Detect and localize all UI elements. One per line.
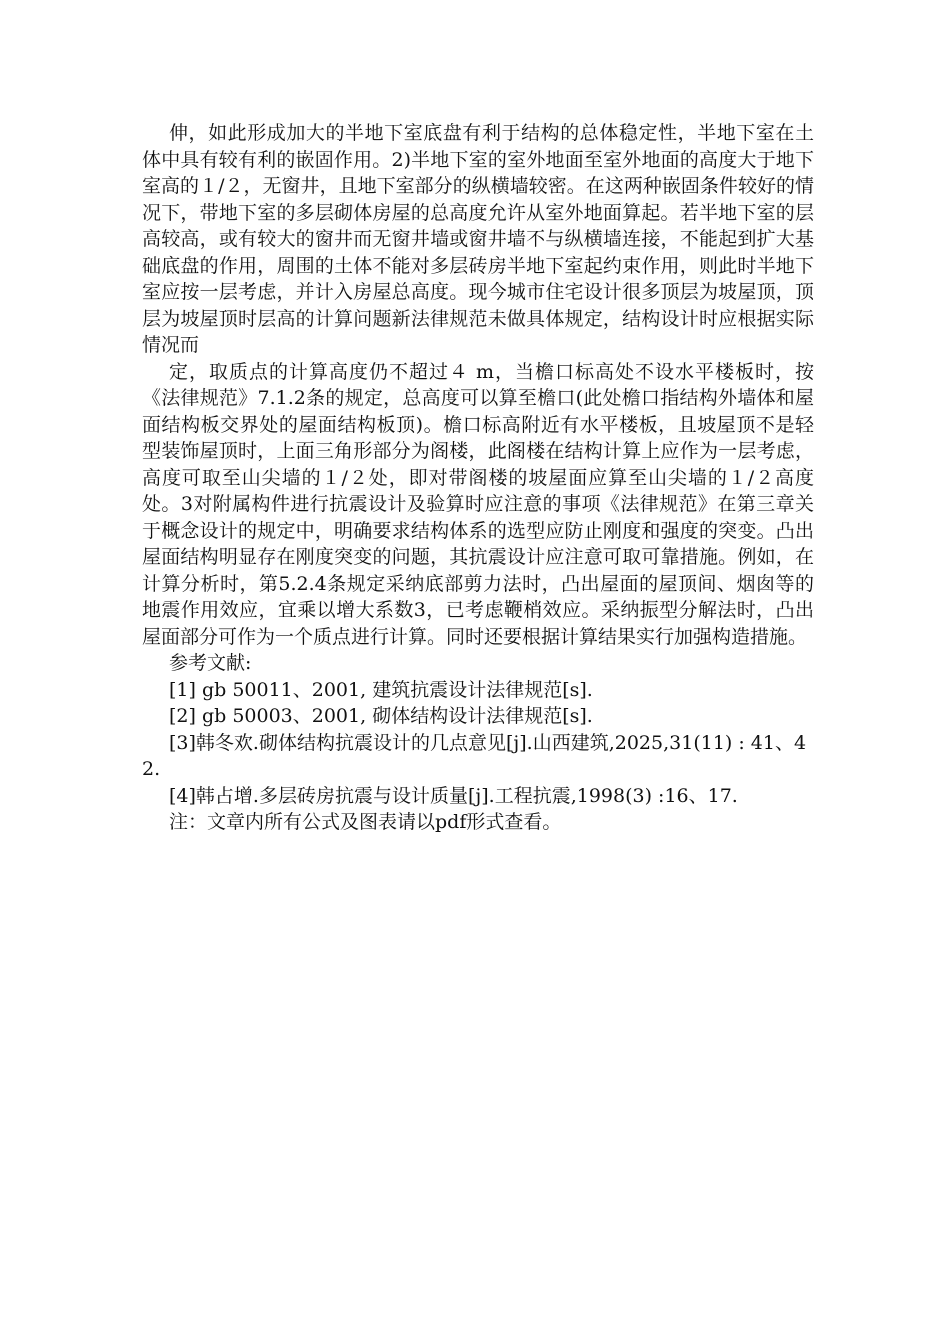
document-page (142, 120, 814, 836)
body-paragraph-2: 定，取质点的计算高度仍不超过４ m，当檐口标高处不设水平楼板时，按《法律规范》7.1.2条的规定，总高度可以算至檐口(此处檐口指结构外墙体和屋面结构板交界处的屋面结构板顶)。檐口标高附近有水平楼板，且坡屋顶不是轻型装饰屋顶时，上面三角形部分为阁楼，此阁楼在结构计算上应作为一层考虑，高度可取至山尖墙的１/２处，即对带阁楼的坡屋面应算至山尖墙的１/２高度处。3对附属构件进行抗震设计及验算时应注意的事项《法律规范》在第三章关于概念设计的规定中，明确要求结构体系的选型应防止刚度和强度的突变。凸出屋面结构明显存在刚度突变的问题，其抗震设计应注意可取可靠措施。例如，在计算分析时，第5.2.4条规定采纳底部剪力法时，凸出屋面的屋顶间、烟囱等的地震作用效应，宜乘以增大系数3，已考虑鞭梢效应。采纳振型分解法时，凸出屋面部分可作为一个质点进行计算。同时还要根据计算结果实行加强构造措施。 (142, 360, 814, 648)
body-paragraph-1: 伸，如此形成加大的半地下室底盘有利于结构的总体稳定性，半地下室在土体中具有较有利的嵌固作用。2)半地下室的室外地面至室外地面的高度大于地下室高的１/２，无窗井，且地下室部分的纵横墙较密。在这两种嵌固条件较好的情况下，带地下室的多层砌体房屋的总高度允许从室外地面算起。若半地下室的层高较高，或有较大的窗井而无窗井墙或窗井墙不与纵横墙连接，不能起到扩大基础底盘的作用，周围的土体不能对多层砖房半地下室起约束作用，则此时半地下室应按一层考虑，并计入房屋总高度。现今城市住宅设计很多顶层为坡屋顶，顶层为坡屋顶时层高的计算问题新法律规范未做具体规定，结构设计时应根据实际情况而 (142, 122, 814, 356)
reference-item-1: [1] gb 50011、2001, 建筑抗震设计法律规范[s]. (169, 678, 593, 701)
footnote: 注：文章内所有公式及图表请以pdf形式查看。 (169, 811, 562, 833)
references-heading: 参考文献: (169, 652, 252, 674)
reference-item-4: [4]韩占增.多层砖房抗震与设计质量[j].工程抗震,1998(3) :16、17. (169, 784, 738, 807)
reference-item-3: [3]韩冬欢.砌体结构抗震设计的几点意见[j].山西建筑,2025,31(11) : 41、42. (142, 731, 807, 780)
reference-item-2: [2] gb 50003、2001, 砌体结构设计法律规范[s]. (169, 705, 593, 727)
